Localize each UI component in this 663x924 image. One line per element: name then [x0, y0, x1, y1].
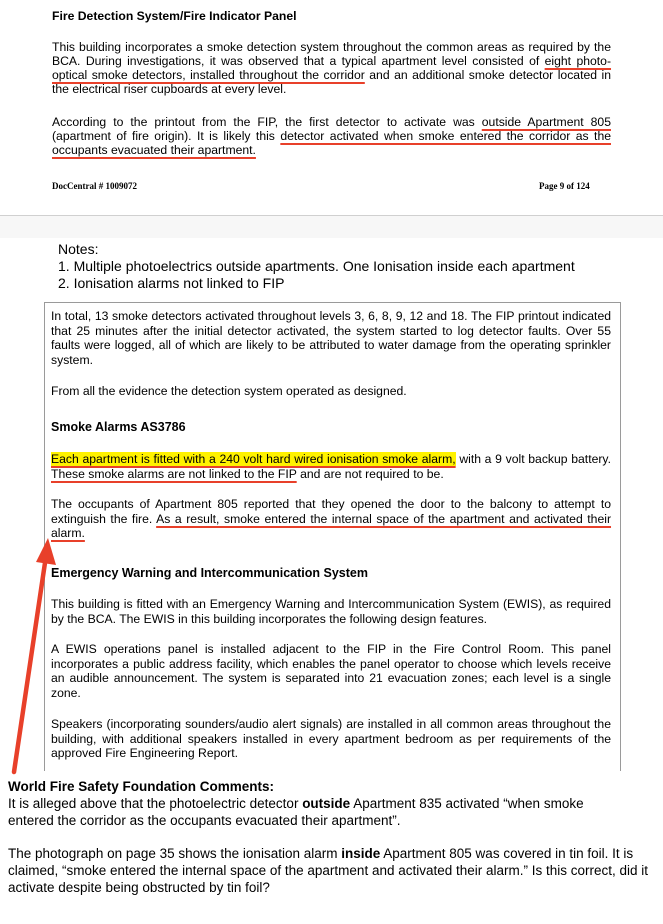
text: The photograph on page 35 shows the ionisation alarm — [8, 846, 342, 861]
underlined-text: eight photo-optical smoke detectors, installed throughout the corridor — [52, 54, 612, 82]
underlined-text: detector activated when smoke entered the corridor as the occupants evacuated their apartment. — [52, 129, 611, 157]
text: It is alleged above that the photoelectric detector — [8, 796, 303, 811]
notes-item: 1. Multiple photoelectrics outside apartments. One Ionisation inside each apartment — [58, 258, 575, 274]
underlined-text: As a result, smoke entered the internal space of the apartment and activated their alarm. — [51, 511, 612, 540]
text: This building incorporates a smoke detection system throughout the common areas as required by the BCA. During investigations, it was observed that a typical apartment level consisted of — [52, 40, 611, 68]
paragraph-ewis-intro: This building is fitted with an Emergency Warning and Intercommunication System (EWIS), as required by the BCA. The EWIS in this building incorporates the following design features. — [51, 597, 611, 626]
bold-text: inside — [341, 846, 381, 861]
text: (apartment of fire origin). It is likely this — [52, 129, 281, 143]
highlighted-text: Each apartment is fitted with a 240 volt hard wired ionisation smoke alarm, — [51, 452, 456, 466]
comments-paragraph — [8, 845, 653, 896]
section-heading-ewis: Emergency Warning and Intercommunication System — [51, 566, 368, 580]
comments-title: World Fire Safety Foundation Comments: — [8, 779, 275, 794]
text: Apartment 835 activated “when smoke entered the corridor as the occupants evacuated their apartment”. — [8, 796, 584, 828]
paragraph-ewis-panel: A EWIS operations panel is installed adjacent to the FIP in the Fire Control Room. This panel incorporates a public address facility, which enables the panel operator to choose which levels receive an audible announcement. The system is separated into 21 evacuation zones; each level is a single zone. — [51, 642, 611, 700]
text: Apartment 805 was covered in tin foil. It is claimed, “smoke entered the internal space of the apartment and activated their alarm.” Is this correct, did it activate despite being obstructed by tin foil? — [8, 846, 649, 895]
paragraph-speakers: Speakers (incorporating sounders/audio alert signals) are installed in all common areas throughout the building, with additional speakers installed in every apartment bedroom as per requirements of the approved Fire Engineering Report. — [51, 717, 611, 760]
notes-title: Notes: — [58, 241, 99, 257]
comments-block — [8, 778, 658, 896]
paragraph-conclusion: From all the evidence the detection system operated as designed. — [51, 384, 407, 398]
section-heading-fire-detection: Fire Detection System/Fire Indicator Panel — [52, 9, 297, 23]
paragraph-detectors-activated: In total, 13 smoke detectors activated throughout levels 3, 6, 8, 9, 12 and 18. The FIP printout indicated that 25 minutes after the initial detector activated, the system started to log detector faults. Over 55 faults were logged, all of which are likely to be attributed to water damage from the operating sprinkler system. — [51, 309, 611, 367]
footer-page-number: Page 9 of 124 — [539, 181, 590, 191]
section-heading-smoke-alarms: Smoke Alarms AS3786 — [51, 420, 186, 434]
text: The occupants of Apartment 805 reported that they opened the door to the balcony to attempt to extinguish the fire. — [51, 497, 611, 526]
text: with a 9 volt backup battery. — [455, 452, 611, 466]
comments-paragraph — [8, 795, 633, 829]
text: and are not required to be. — [296, 466, 444, 481]
text: and an additional smoke detector located in the electrical riser cupboards at every level. — [52, 68, 611, 96]
underlined-text: These smoke alarms are not linked to the FIP — [51, 466, 297, 481]
underlined-text: outside Apartment 805 — [481, 115, 611, 129]
notes-item: 2. Ionisation alarms not linked to FIP — [58, 275, 285, 291]
bold-text: outside — [302, 796, 351, 811]
text: According to the printout from the FIP, the first detector to activate was — [52, 115, 482, 129]
footer-doc-id: DocCentral # 1009072 — [52, 181, 137, 191]
